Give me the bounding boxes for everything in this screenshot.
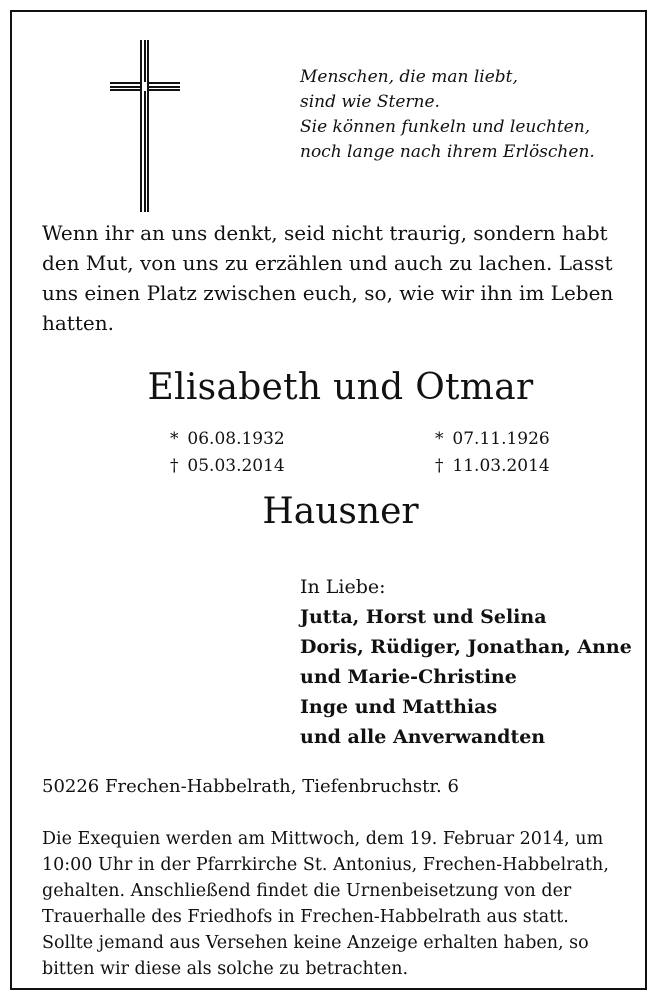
cross-icon	[110, 40, 180, 212]
info-line: Sollte jemand aus Versehen keine Anzeige erhalten haben, so	[42, 933, 589, 953]
deceased-names: Elisabeth und Otmar	[147, 367, 534, 408]
birth-date: 06.08.1932	[187, 429, 285, 449]
obituary-frame	[10, 10, 647, 990]
mourner-line: Doris, Rüdiger, Jonathan, Anne	[300, 636, 632, 658]
death-symbol: †	[170, 456, 179, 476]
info-line: bitten wir diese als solche zu betrachten.	[42, 959, 409, 979]
dates-otmar	[435, 426, 550, 480]
mourner-line: und Marie-Christine	[300, 666, 517, 688]
birth-date: 07.11.1926	[452, 429, 550, 449]
birth-symbol: *	[170, 429, 179, 449]
quote-line: den Mut, von uns zu erzählen und auch zu lachen. Lasst	[42, 251, 613, 275]
info-line: 10:00 Uhr in der Pfarrkirche St. Antonius, Frechen-Habbelrath,	[42, 855, 609, 875]
mourners-label: In Liebe:	[300, 576, 386, 598]
quote	[42, 218, 642, 338]
death-symbol: †	[435, 456, 444, 476]
info-line: gehalten. Anschließend findet die Urnenbeisetzung von der	[42, 881, 572, 901]
dates-elisabeth	[170, 426, 285, 480]
poem-line: noch lange nach ihrem Erlöschen.	[300, 142, 595, 162]
mourner-line: und alle Anverwandten	[300, 726, 546, 748]
info-line: Trauerhalle des Friedhofs in Frechen-Habbelrath aus statt.	[42, 907, 569, 927]
service-info	[42, 826, 609, 982]
quote-line: uns einen Platz zwischen euch, so, wie wir ihn im Leben	[42, 281, 614, 305]
poem-line: Menschen, die man liebt,	[300, 67, 518, 87]
info-line: Die Exequien werden am Mittwoch, dem 19. Februar 2014, um	[42, 829, 604, 849]
poem-line: sind wie Sterne.	[300, 92, 440, 112]
quote-line: hatten.	[42, 311, 114, 335]
mourner-line: Jutta, Horst und Selina	[300, 606, 547, 628]
quote-line: Wenn ihr an uns denkt, seid nicht traurig, sondern habt	[42, 221, 608, 245]
surname: Hausner	[262, 491, 419, 532]
birth-symbol: *	[435, 429, 444, 449]
poem	[300, 65, 595, 165]
mourners	[300, 572, 632, 752]
mourner-line: Inge und Matthias	[300, 696, 498, 718]
death-date: 05.03.2014	[187, 456, 285, 476]
poem-line: Sie können funkeln und leuchten,	[300, 117, 591, 137]
address: 50226 Frechen-Habbelrath, Tiefenbruchstr. 6	[42, 776, 459, 797]
death-date: 11.03.2014	[452, 456, 550, 476]
